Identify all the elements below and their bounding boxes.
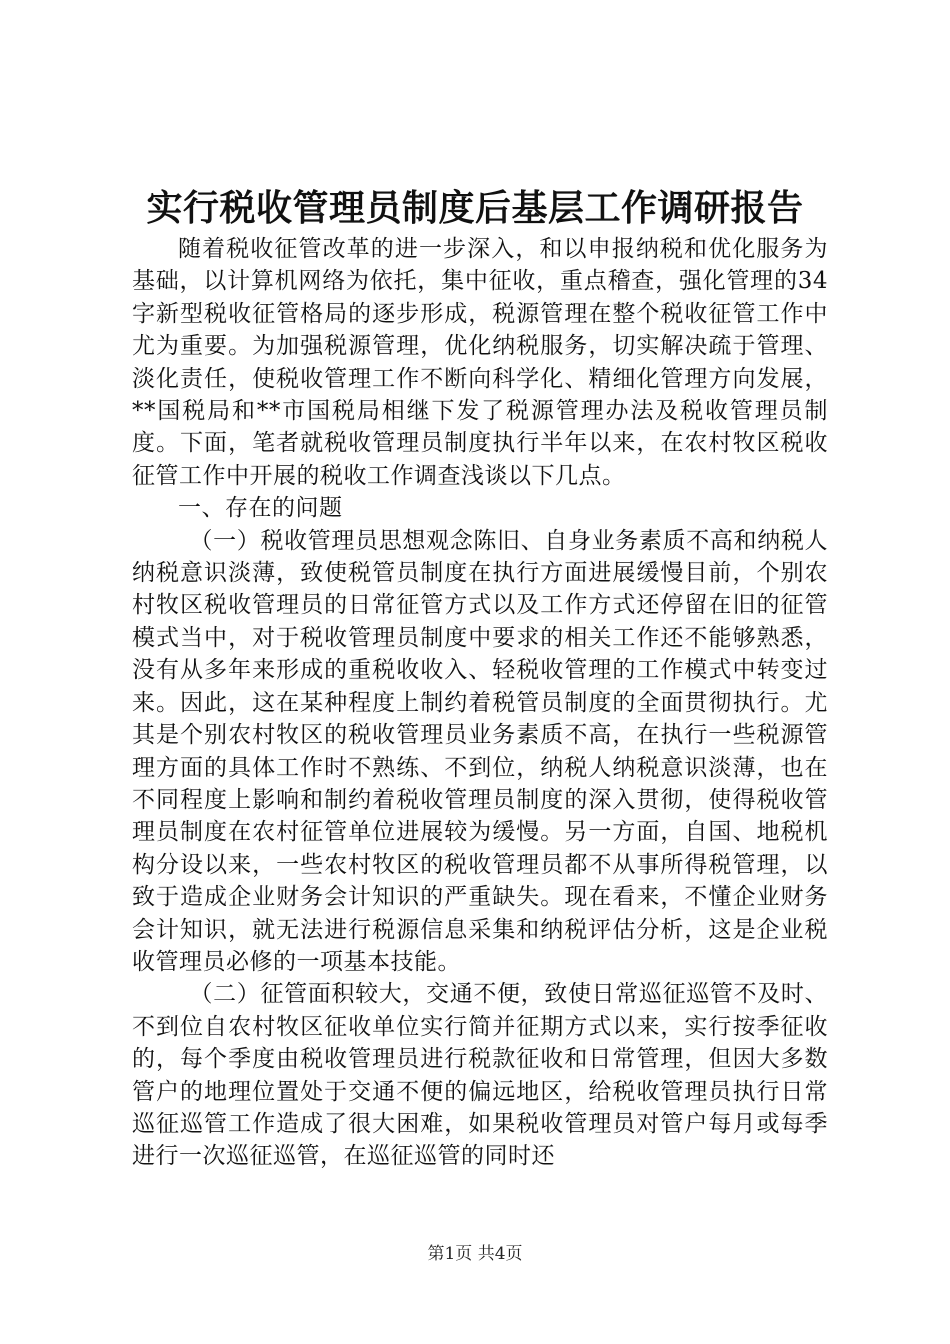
document-body — [132, 233, 828, 1173]
intro-paragraph: 随着税收征管改革的进一步深入，和以申报纳税和优化服务为基础，以计算机网络为依托，集中征收，重点稽查，强化管理的34字新型税收征管格局的逐步形成，税源管理在整个税收征管工作中尤为重要。为加强税源管理，优化纳税服务，切实解决疏于管理、淡化责任，使税收管理工作不断向科学化、精细化管理方向发展，**国税局和**市国税局相继下发了税源管理办法及税收管理员制度。下面，笔者就税收管理员制度执行半年以来，在农村牧区税收征管工作中开展的税收工作调查浅谈以下几点。 — [132, 236, 828, 489]
problem-one-paragraph: （一）税收管理员思想观念陈旧、自身业务素质不高和纳税人纳税意识淡薄，致使税管员制度在执行方面进展缓慢目前，个别农村牧区税收管理员的日常征管方式以及工作方式还停留在旧的征管模式当中，对于税收管理员制度中要求的相关工作还不能够熟悉，没有从多年来形成的重税收收入、轻税收管理的工作模式中转变过来。因此，这在某种程度上制约着税管员制度的全面贯彻执行。尤其是个别农村牧区的税收管理员业务素质不高，在执行一些税源管理方面的具体工作时不熟练、不到位，纳税人纳税意识淡薄，也在不同程度上影响和制约着税收管理员制度的深入贯彻，使得税收管理员制度在农村征管单位进展较为缓慢。另一方面，自国、地税机构分设以来，一些农村牧区的税收管理员都不从事所得税管理，以致于造成企业财务会计知识的严重缺失。现在看来，不懂企业财务会计知识，就无法进行税源信息采集和纳税评估分析，这是企业税收管理员必修的一项基本技能。 — [132, 527, 828, 975]
page-number-footer: 第1页 共4页 — [427, 1244, 523, 1264]
document-title: 实行税收管理员制度后基层工作调研报告 — [146, 187, 804, 229]
section-heading-problems: 一、存在的问题 — [178, 495, 343, 522]
problem-two-paragraph: （二）征管面积较大，交通不便，致使日常巡征巡管不及时、不到位自农村牧区征收单位实行简并征期方式以来，实行按季征收的，每个季度由税收管理员进行税款征收和日常管理，但因大多数管户的地理位置处于交通不便的偏远地区，给税收管理员执行日常巡征巡管工作造成了很大困难，如果税收管理员对管户每月或每季进行一次巡征巡管，在巡征巡管的同时还 — [132, 981, 828, 1170]
